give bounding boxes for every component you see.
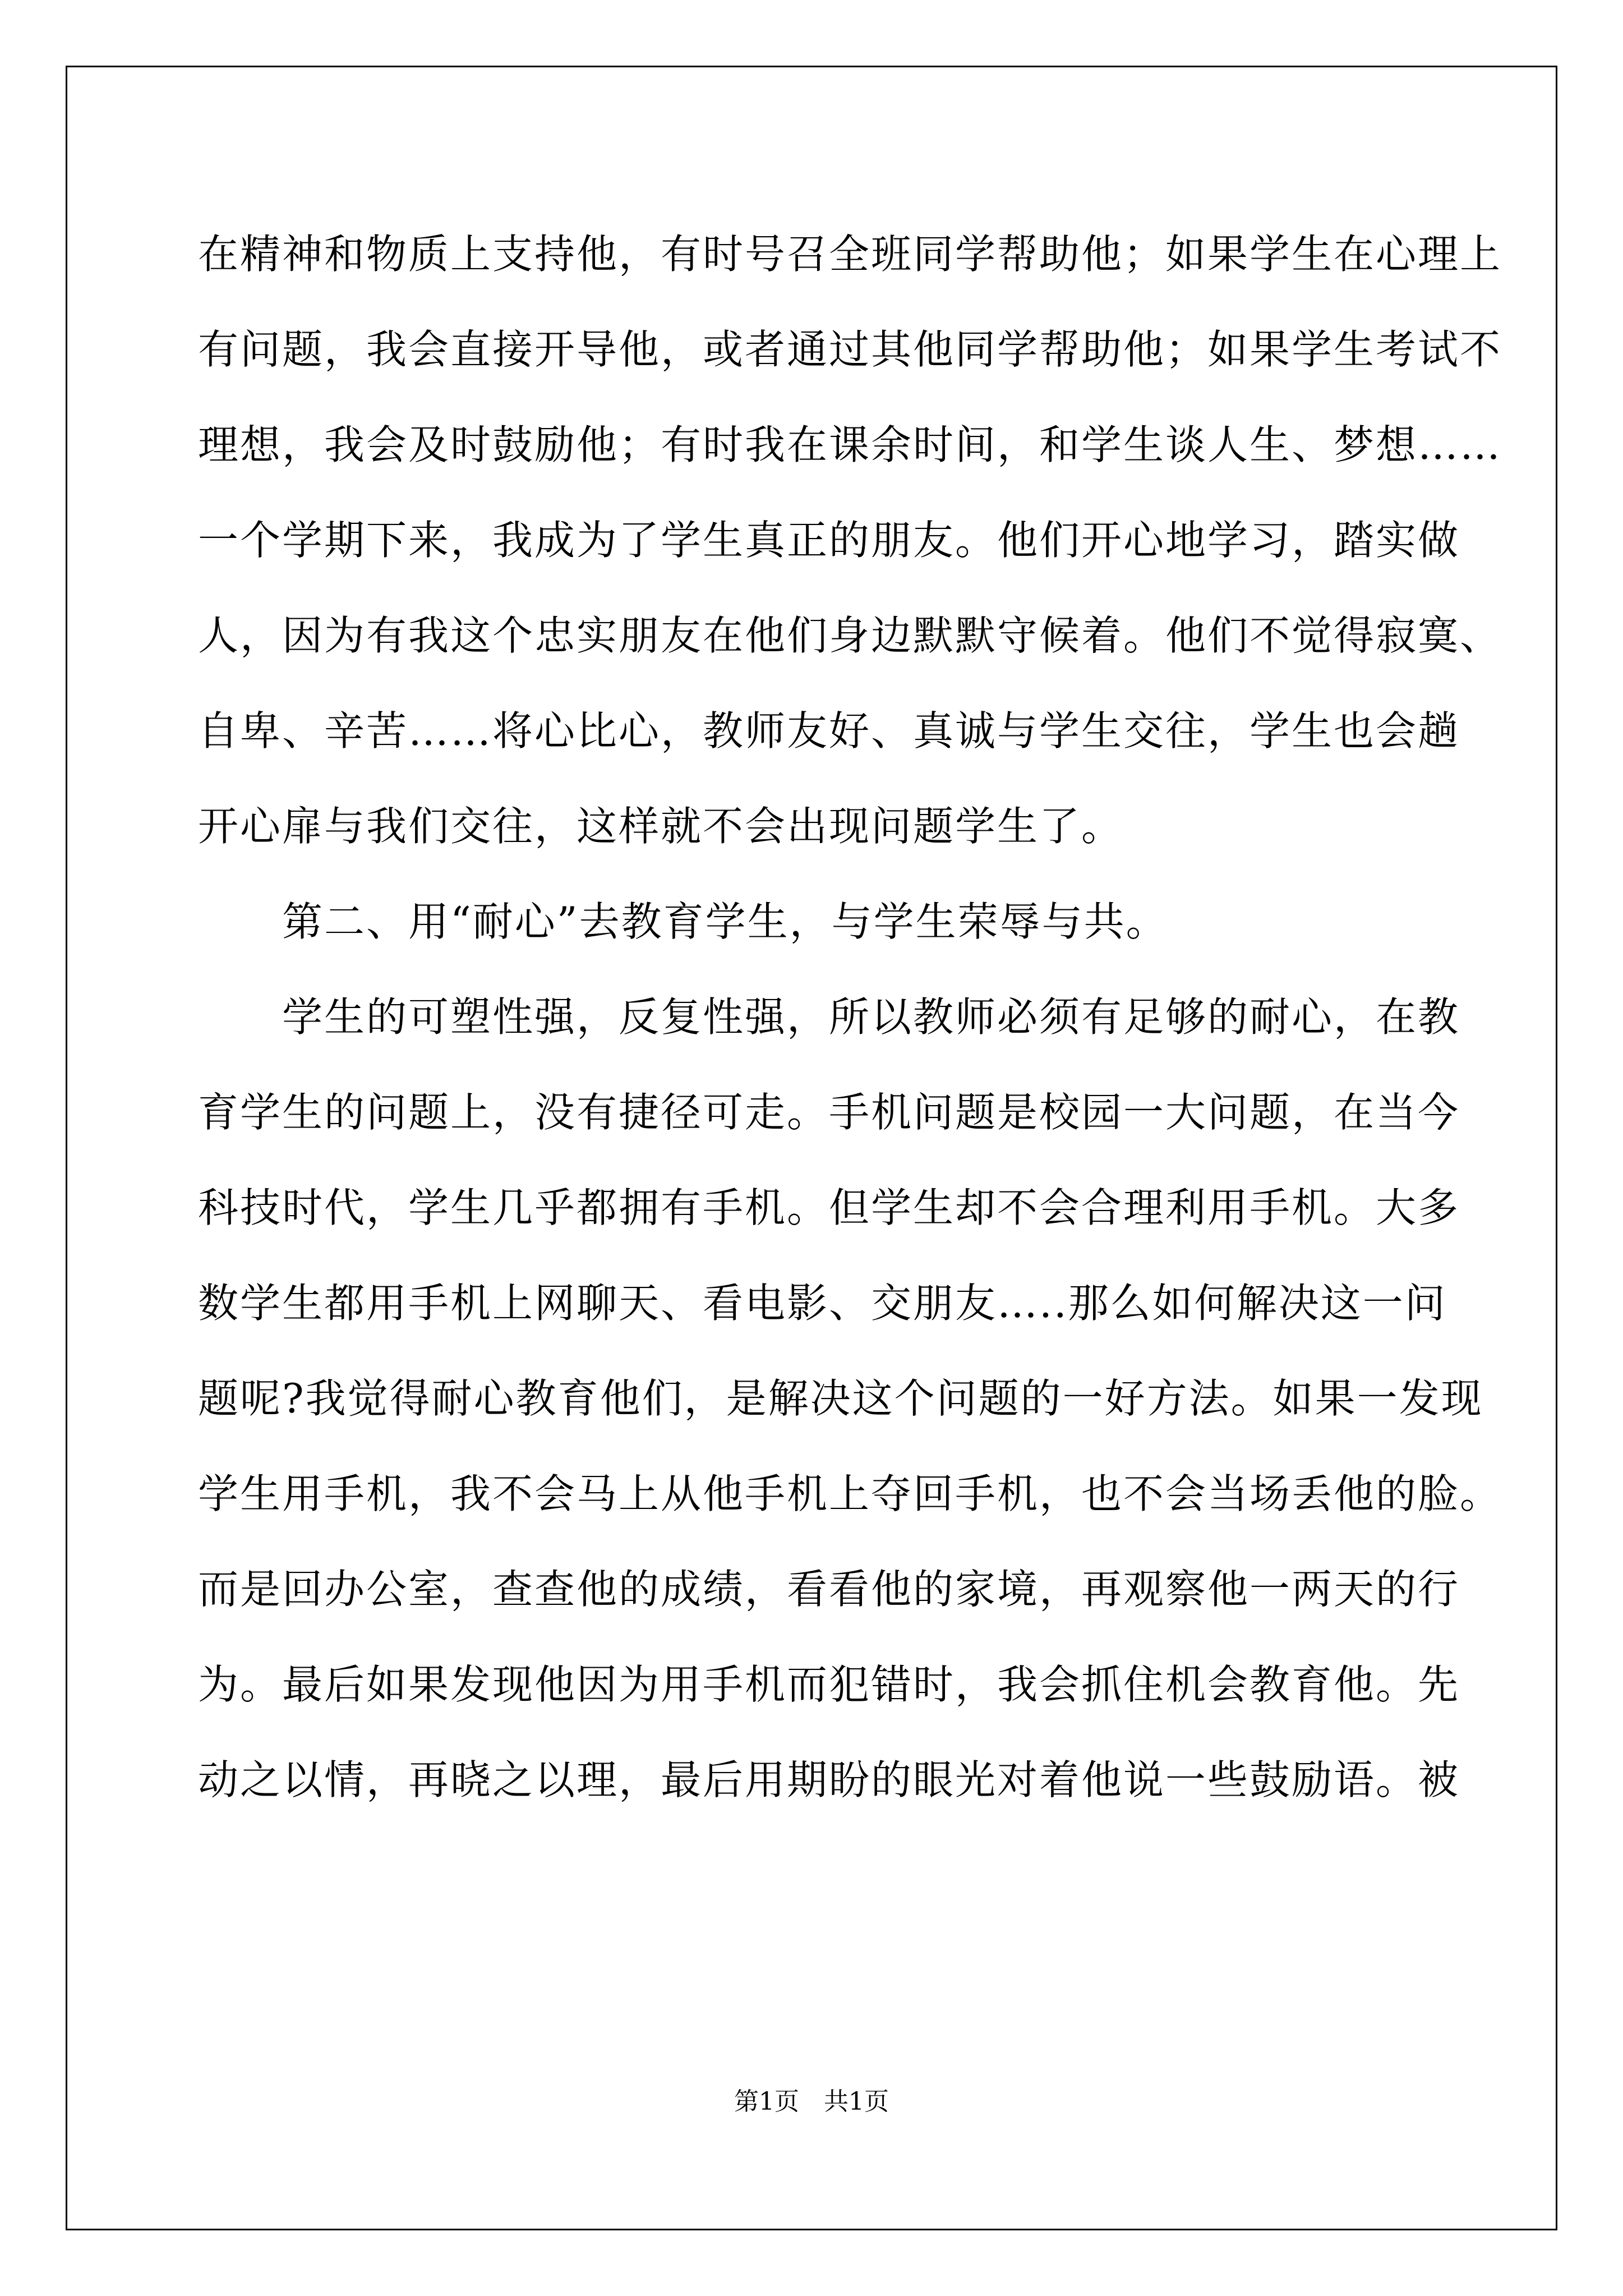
paragraph-start-line: 学生的可塑性强，反复性强，所以教师必须有足够的耐心，在教 — [282, 993, 1460, 1041]
text-line: 开心扉与我们交往，这样就不会出现问题学生了。 — [198, 803, 1124, 850]
text-line: 自卑、辛苦……将心比心，教师友好、真诚与学生交往，学生也会趟 — [198, 707, 1460, 754]
text-line: 人，因为有我这个忠实朋友在他们身边默默守候着。他们不觉得寂寞、 — [198, 612, 1502, 659]
text-line: 科技时代，学生几乎都拥有手机。但学生却不会合理利用手机。大多 — [198, 1184, 1460, 1231]
section-heading: 第二、用“耐心”去教育学生，与学生荣辱与共。 — [282, 898, 1168, 945]
text-line: 在精神和物质上支持他，有时号召全班同学帮助他；如果学生在心理上 — [198, 231, 1502, 278]
text-line: 一个学期下来，我成为了学生真正的朋友。他们开心地学习，踏实做 — [198, 517, 1460, 564]
text-line: 动之以情，再晓之以理，最后用期盼的眼光对着他说一些鼓励语。被 — [198, 1756, 1460, 1803]
document-body — [198, 218, 1502, 1839]
text-line: 育学生的问题上，没有捷径可走。手机问题是校园一大问题，在当今 — [198, 1089, 1460, 1136]
page-number-footer: 第1页 共1页 — [734, 2087, 889, 2116]
text-line: 学生用手机，我不会马上从他手机上夺回手机，也不会当场丢他的脸。 — [198, 1470, 1502, 1517]
text-line: 为。最后如果发现他因为用手机而犯错时，我会抓住机会教育他。先 — [198, 1661, 1460, 1708]
text-line: 理想，我会及时鼓励他；有时我在课余时间，和学生谈人生、梦想…… — [198, 421, 1502, 468]
text-line: 有问题，我会直接开导他，或者通过其他同学帮助他；如果学生考试不 — [198, 326, 1502, 373]
text-line: 题呢?我觉得耐心教育他们，是解决这个问题的一好方法。如果一发现 — [198, 1375, 1483, 1422]
text-line: 数学生都用手机上网聊天、看电影、交朋友…..那么如何解决这一问 — [198, 1280, 1447, 1327]
text-line: 而是回办公室，查查他的成绩，看看他的家境，再观察他一两天的行 — [198, 1566, 1460, 1613]
